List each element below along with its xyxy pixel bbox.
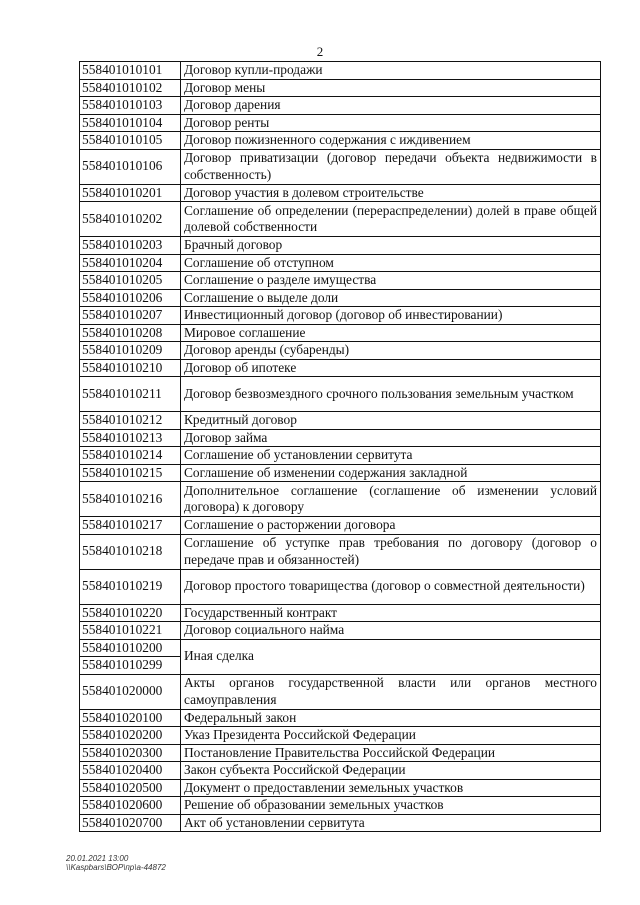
row-code: 558401010212 xyxy=(80,412,181,430)
row-name: Акт об установлении сервитута xyxy=(181,814,601,832)
row-name: Соглашение о разделе имущества xyxy=(181,272,601,290)
row-name: Иная сделка xyxy=(181,639,601,674)
table-row xyxy=(80,604,601,622)
table-row xyxy=(80,307,601,325)
table-row xyxy=(80,149,601,184)
table-row xyxy=(80,779,601,797)
row-name: Соглашение о расторжении договора xyxy=(181,517,601,535)
row-name: Дополнительное соглашение (соглашение об изменении условий договора) к договору xyxy=(181,482,601,517)
row-name: Закон субъекта Российской Федерации xyxy=(181,762,601,780)
table-row xyxy=(80,202,601,237)
row-name: Решение об образовании земельных участков xyxy=(181,797,601,815)
row-code: 558401020500 xyxy=(80,779,181,797)
row-code: 558401010214 xyxy=(80,447,181,465)
row-name: Государственный контракт xyxy=(181,604,601,622)
row-name: Договор займа xyxy=(181,429,601,447)
row-code: 558401010105 xyxy=(80,132,181,150)
row-code: 558401010216 xyxy=(80,482,181,517)
row-name: Договор об ипотеке xyxy=(181,359,601,377)
table-row xyxy=(80,79,601,97)
table-row xyxy=(80,289,601,307)
table-row xyxy=(80,62,601,80)
table-row xyxy=(80,639,601,657)
row-code: 558401010102 xyxy=(80,79,181,97)
table-row xyxy=(80,464,601,482)
row-code: 558401010220 xyxy=(80,604,181,622)
row-name: Постановление Правительства Российской Федерации xyxy=(181,744,601,762)
row-code: 558401010218 xyxy=(80,534,181,569)
table-row xyxy=(80,429,601,447)
row-code: 558401010104 xyxy=(80,114,181,132)
row-name: Договор ренты xyxy=(181,114,601,132)
row-name: Договор социального найма xyxy=(181,622,601,640)
row-code: 558401010219 xyxy=(80,569,181,604)
table-row xyxy=(80,342,601,360)
row-code: 558401010106 xyxy=(80,149,181,184)
row-name: Договор купли-продажи xyxy=(181,62,601,80)
table-row xyxy=(80,569,601,604)
table-row xyxy=(80,814,601,832)
row-code: 558401010208 xyxy=(80,324,181,342)
row-code: 558401020100 xyxy=(80,709,181,727)
table-row xyxy=(80,132,601,150)
table-row xyxy=(80,674,601,709)
row-code: 558401020000 xyxy=(80,674,181,709)
row-code: 558401020600 xyxy=(80,797,181,815)
row-name: Соглашение об уступке прав требования по договору (договор о передаче прав и обязанностей) xyxy=(181,534,601,569)
table-row xyxy=(80,447,601,465)
table-row xyxy=(80,727,601,745)
table-row xyxy=(80,114,601,132)
row-name: Брачный договор xyxy=(181,237,601,255)
row-name: Соглашение об изменении содержания закладной xyxy=(181,464,601,482)
row-code: 558401010209 xyxy=(80,342,181,360)
row-name: Кредитный договор xyxy=(181,412,601,430)
row-name: Договор аренды (субаренды) xyxy=(181,342,601,360)
row-code: 558401010205 xyxy=(80,272,181,290)
row-code: 558401010210 xyxy=(80,359,181,377)
table-row xyxy=(80,184,601,202)
row-name: Договор мены xyxy=(181,79,601,97)
row-name: Документ о предоставлении земельных участков xyxy=(181,779,601,797)
row-code: 558401010203 xyxy=(80,237,181,255)
classifier-table-body xyxy=(80,62,601,832)
row-name: Соглашение об отступном xyxy=(181,254,601,272)
row-name: Акты органов государственной власти или органов местного самоуправления xyxy=(181,674,601,709)
row-name: Договор дарения xyxy=(181,97,601,115)
classifier-table xyxy=(79,61,601,832)
table-row xyxy=(80,324,601,342)
table-row xyxy=(80,272,601,290)
row-name: Указ Президента Российской Федерации xyxy=(181,727,601,745)
row-code: 558401010103 xyxy=(80,97,181,115)
row-name: Инвестиционный договор (договор об инвестировании) xyxy=(181,307,601,325)
page-number: 2 xyxy=(316,44,324,59)
table-row xyxy=(80,744,601,762)
table-row xyxy=(80,482,601,517)
document-footer-stamp xyxy=(66,854,166,872)
row-code: 558401010215 xyxy=(80,464,181,482)
table-row xyxy=(80,517,601,535)
row-code: 558401010217 xyxy=(80,517,181,535)
table-row xyxy=(80,359,601,377)
row-code: 558401010204 xyxy=(80,254,181,272)
table-row xyxy=(80,412,601,430)
row-code: 558401020200 xyxy=(80,727,181,745)
row-name: Договор пожизненного содержания с иждивением xyxy=(181,132,601,150)
table-row xyxy=(80,797,601,815)
row-name: Соглашение об определении (перераспределении) долей в праве общей долевой собственности xyxy=(181,202,601,237)
table-row xyxy=(80,254,601,272)
row-code: 558401010201 xyxy=(80,184,181,202)
row-code: 558401010101 xyxy=(80,62,181,80)
row-name: Договор участия в долевом строительстве xyxy=(181,184,601,202)
row-code: 558401010200 xyxy=(80,639,181,657)
row-code: 558401010221 xyxy=(80,622,181,640)
row-code: 558401010206 xyxy=(80,289,181,307)
table-row xyxy=(80,377,601,412)
table-row xyxy=(80,237,601,255)
row-code: 558401010299 xyxy=(80,657,181,675)
row-name: Мировое соглашение xyxy=(181,324,601,342)
table-row xyxy=(80,534,601,569)
row-name: Соглашение об установлении сервитута xyxy=(181,447,601,465)
row-code: 558401020400 xyxy=(80,762,181,780)
row-code: 558401010202 xyxy=(80,202,181,237)
row-name: Договор безвозмездного срочного пользования земельным участком xyxy=(181,377,601,412)
row-code: 558401010207 xyxy=(80,307,181,325)
row-code: 558401010213 xyxy=(80,429,181,447)
table-row xyxy=(80,709,601,727)
table-row xyxy=(80,622,601,640)
row-name: Соглашение о выделе доли xyxy=(181,289,601,307)
row-name: Федеральный закон xyxy=(181,709,601,727)
row-name: Договор простого товарищества (договор о совместной деятельности) xyxy=(181,569,601,604)
row-name: Договор приватизации (договор передачи объекта недвижимости в собственность) xyxy=(181,149,601,184)
footer-file-path: \\Kaspbars\ВОР\пр\а-44872 xyxy=(66,863,166,872)
row-code: 558401020300 xyxy=(80,744,181,762)
row-code: 558401020700 xyxy=(80,814,181,832)
table-row xyxy=(80,97,601,115)
table-row xyxy=(80,762,601,780)
row-code: 558401010211 xyxy=(80,377,181,412)
footer-timestamp: 20.01.2021 13:00 xyxy=(66,854,129,863)
